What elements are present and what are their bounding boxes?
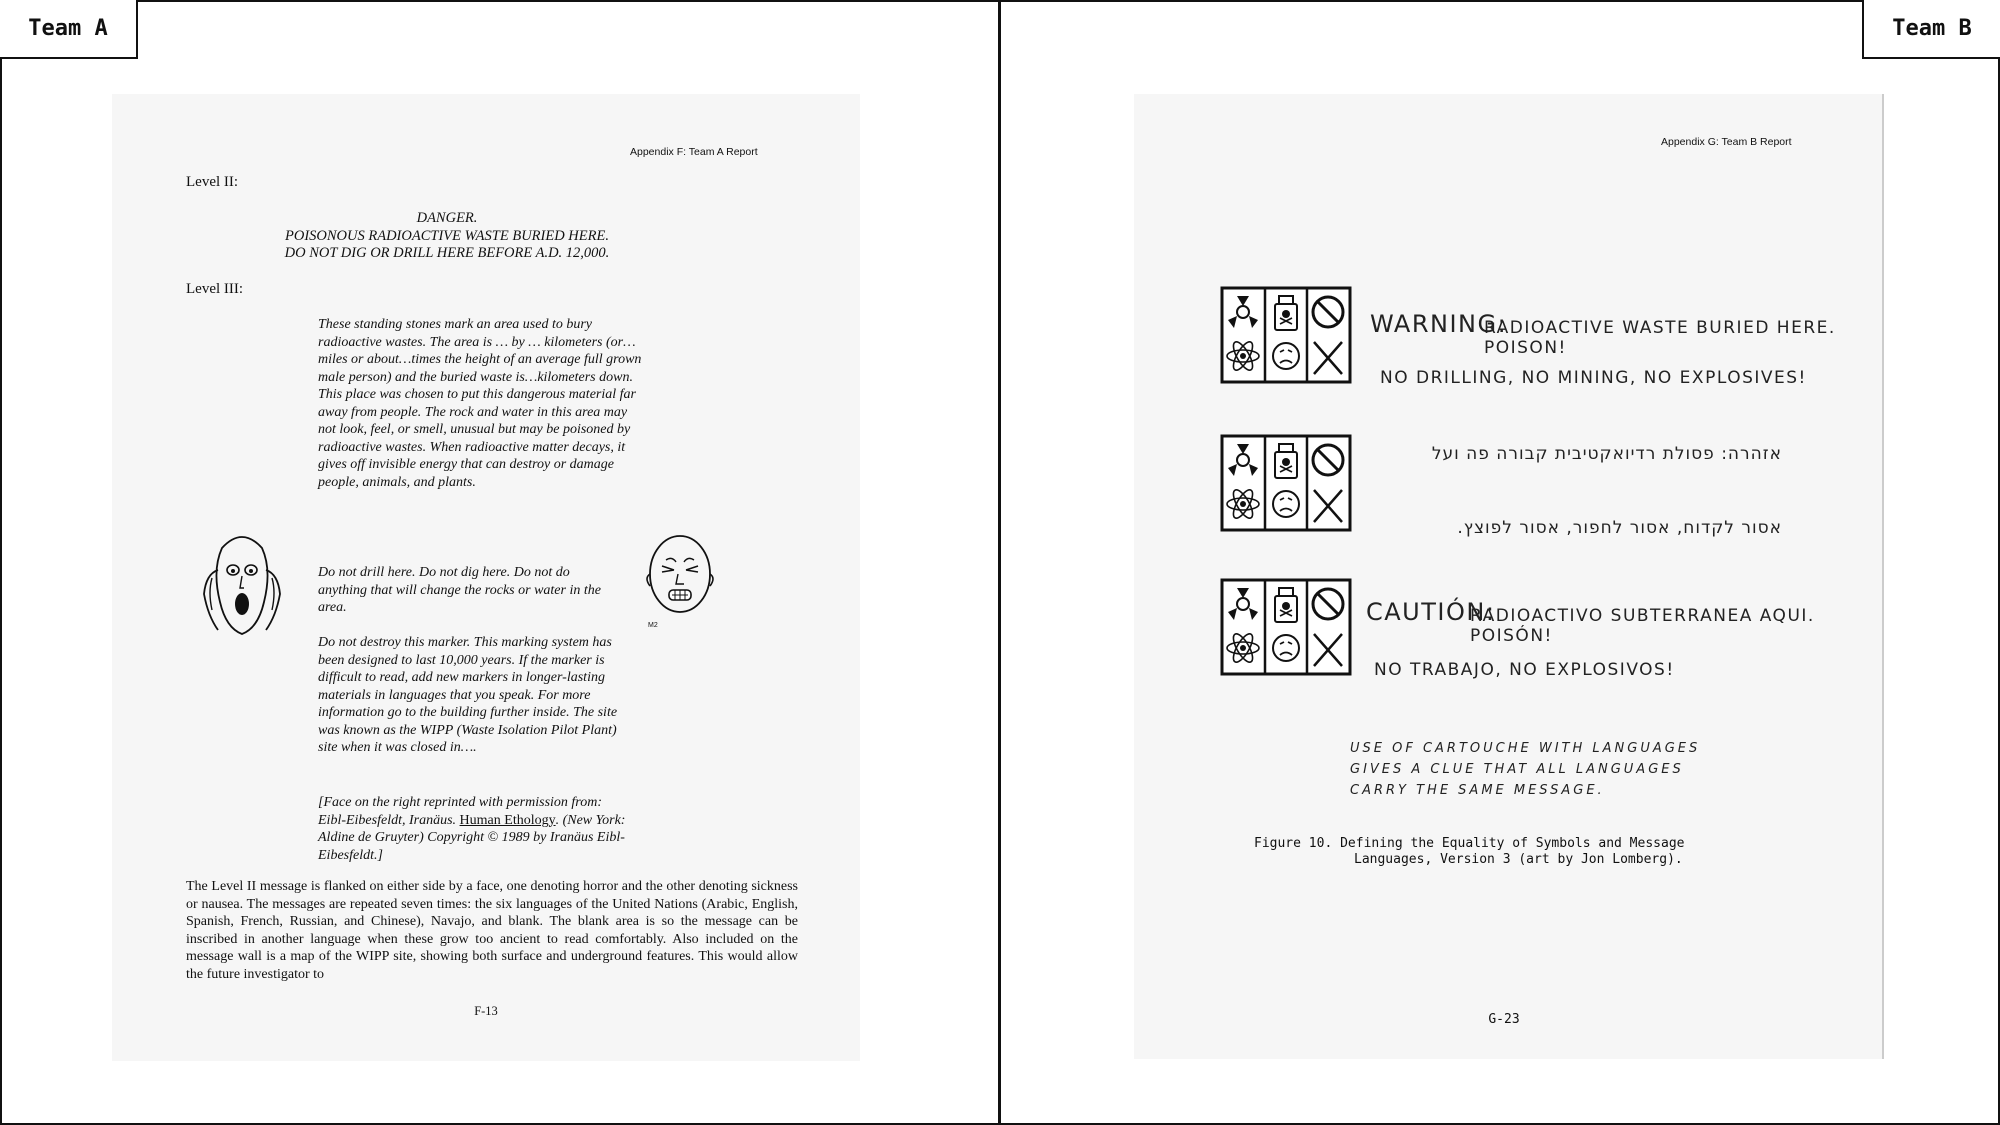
page-number: F-13 [474, 1004, 498, 1018]
level-3-message [318, 316, 648, 491]
sickness-face-icon [642, 530, 718, 620]
symbol-cartouche-icon [1220, 434, 1352, 532]
danger-message [192, 210, 702, 263]
english-warning-line: RADIOACTIVE WASTE BURIED HERE. POISON! [1484, 318, 1836, 358]
hebrew-warning-line: אסור לקדוח, אסור לחפור, אסור לפוצץ. [1457, 518, 1782, 538]
note-line: CARRY THE SAME MESSAGE. [1350, 783, 1605, 798]
level-2-heading: Level II: [186, 174, 239, 190]
figure-caption [1254, 836, 1784, 868]
danger-line: POISONOUS RADIOACTIVE WASTE BURIED HERE. [285, 227, 609, 244]
symbol-cartouche-icon [1220, 578, 1352, 676]
message-paragraph: These standing stones mark an area used to bury radioactive wastes. The area is … by … kilometers (or…miles or about…times the height of an average full grown male person) and the buried waste is…kilometers down. This place was chosen to put this dangerous material far away from people. The rock and water in this area may not look, feel, or smell, unusual but may be poisoned by radioactive wastes. When radioactive matter decays, it gives off invisible energy that can destroy or damage people, animals, and plants. [318, 317, 642, 490]
note-line: GIVES A CLUE THAT ALL LANGUAGES [1350, 762, 1684, 777]
marker-paragraph [318, 634, 628, 757]
credit-text: [Face on the right reprinted with permission from: Eibl-Eibesfeldt, Iranäus. [318, 795, 602, 828]
spanish-caution-line: NO TRABAJO, NO EXPLOSIVOS! [1374, 660, 1675, 680]
warning-paragraph [318, 564, 618, 617]
appendix-header: Appendix G: Team B Report [1661, 136, 1792, 148]
caption-line: Languages, Version 3 (art by Jon Lomberg). [1354, 852, 1683, 867]
team-b-label: Team B [1862, 0, 2000, 59]
level-3-heading: Level III: [186, 281, 244, 297]
spanish-caution-word: CAUTIÓN: [1366, 598, 1496, 626]
note-line: USE OF CARTOUCHE WITH LANGUAGES [1350, 741, 1701, 756]
hebrew-warning-line: אזהרה: פסולת רדיואקטיבית קבורה פה ועל [1431, 444, 1782, 464]
spanish-caution-line: RADIOACTIVO SUBTERRANEA AQUI. POISÓN! [1470, 606, 1815, 646]
face-label: M2 [648, 622, 658, 629]
danger-line: DANGER. [416, 210, 478, 226]
team-b-report-page [1134, 94, 1884, 1059]
credit-paragraph [318, 794, 628, 864]
credit-book-title: Human Ethology [459, 812, 556, 828]
symbol-cartouche-icon [1220, 286, 1352, 384]
message-paragraph: Do not destroy this marker. This marking system has been designed to last 10,000 years. If the marker is difficult to read, add new markers in longer-lasting materials in languages that you speak. For more information go to the building further inside. The site was known as the WIPP (Waste Isolation Pilot Plant) site when it was closed in…. [318, 635, 618, 755]
appendix-header: Appendix F: Team A Report [630, 146, 758, 158]
credit-text: . (New York: Aldine de Gruyter) Copyright © 1989 by Iranäus Eibl-Eibesfeldt.] [318, 812, 626, 863]
english-warning-line: NO DRILLING, NO MINING, NO EXPLOSIVES! [1380, 368, 1807, 388]
page-number: G-23 [1488, 1012, 1520, 1027]
handwritten-note [1350, 738, 1700, 801]
caption-line: Figure 10. Defining the Equality of Symbols and Message [1254, 836, 1685, 851]
horror-face-icon [200, 530, 284, 640]
body-paragraph: The Level II message is flanked on either side by a face, one denoting horror and the other denoting sickness or nausea. The messages are repeated seven times: the six languages of the United Nations (Arabic, English, Spanish, French, Russian, and Chinese), Navajo, and blank. The blank area is so the message can be inscribed in another language when these grow too ancient to read comfortably. Also included on the message wall is a map of the WIPP site, showing both surface and underground features. This would allow the future investigator to [186, 879, 798, 982]
team-a-label: Team A [0, 0, 138, 59]
center-divider [998, 0, 1001, 1125]
message-paragraph: Do not drill here. Do not dig here. Do not do anything that will change the rocks or water in the area. [318, 565, 601, 615]
danger-line: DO NOT DIG OR DRILL HERE BEFORE A.D. 12,000. [284, 245, 610, 261]
english-warning-word: WARNING: [1370, 310, 1508, 338]
team-a-report-page [112, 94, 860, 1061]
